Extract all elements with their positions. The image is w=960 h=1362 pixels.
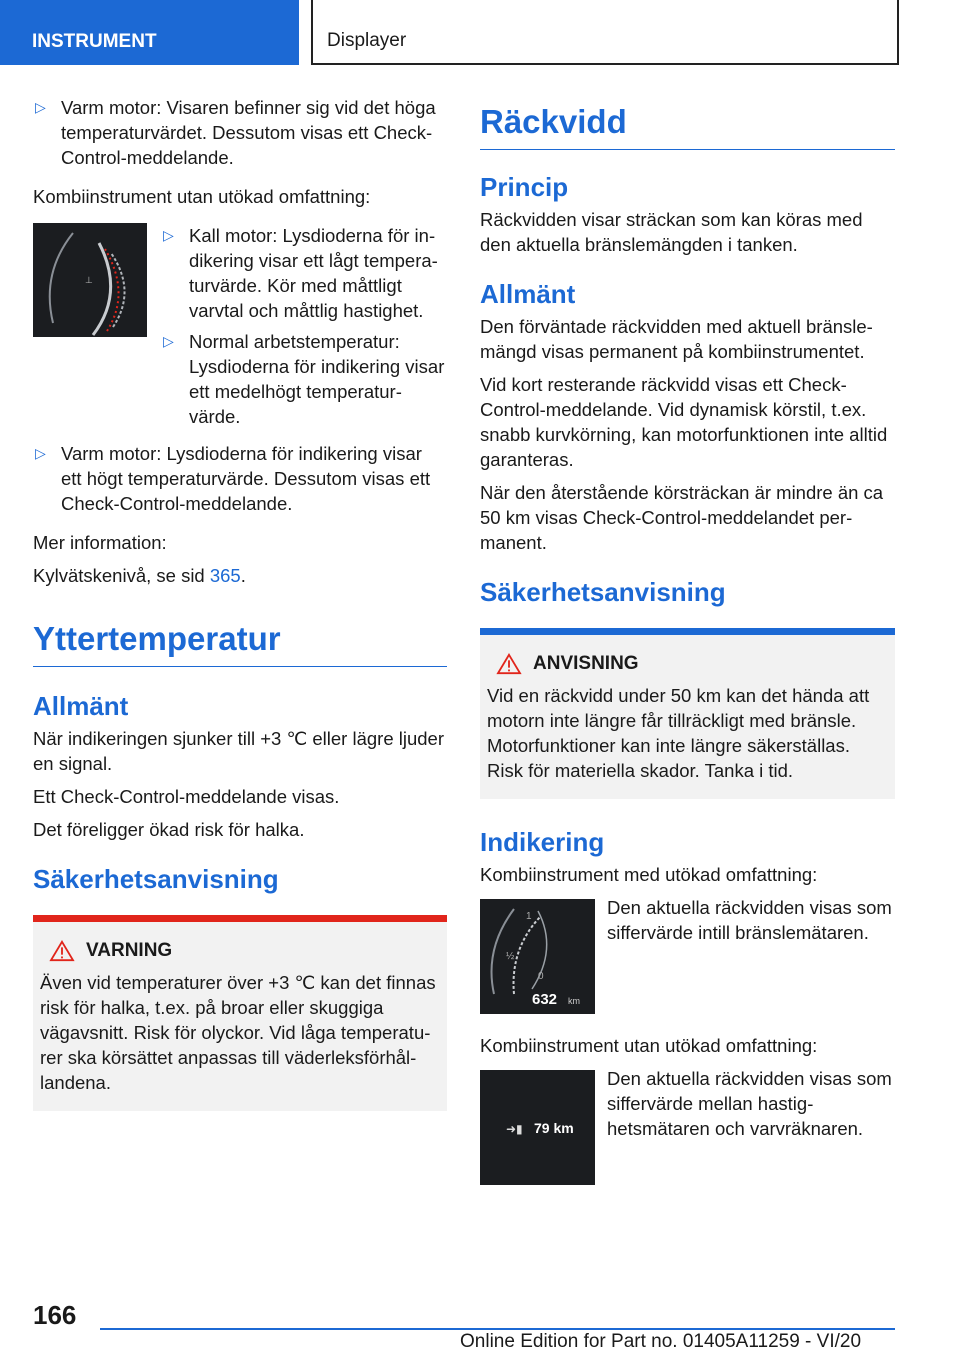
reference-text: Kylvätskenivå, se sid xyxy=(33,565,210,586)
triangle-bullet-icon: ▷ xyxy=(35,99,46,115)
list-item-text: Kall motor: Lysdioderna för indikering visar ett lågt temperaturvärde. Kör med måttligt varvtal och måttlig hastighet. xyxy=(189,225,438,321)
chapter-title: Displayer xyxy=(327,30,407,51)
list-item xyxy=(33,95,447,170)
section-heading: Räckvidd xyxy=(480,103,895,150)
notice-text: Vid en räckvidd under 50 km kan det hända att motorn inte längre får tillräckligt med bränsle. Motorfunktioner kan inte längre säkerställas. Risk för materiella skador. Tanka i tid. xyxy=(487,685,870,781)
range-value: 79 km xyxy=(534,1120,574,1136)
section-heading: Yttertemperatur xyxy=(33,620,447,667)
paragraph: Ett Check-Control-meddelande visas. xyxy=(33,786,340,807)
cross-reference xyxy=(33,563,447,588)
warning-header xyxy=(40,940,439,962)
page-link[interactable]: 365 xyxy=(209,565,241,586)
paragraph: Kombiinstrument utan utökad omfattning: xyxy=(480,1035,818,1056)
paragraph: Vid kort resterande räckvidd visas ett Check-Control-meddelande. Vid dynamisk körstil, t.ex. snabb kurvkörning, kan motorfunktionen inte alltid garanteras. xyxy=(480,374,888,470)
more-info-label: Mer information: xyxy=(33,532,167,553)
notice-title: ANVISNING xyxy=(533,653,639,674)
edition-text: Online Edition for Part no. 01405A11259 - VI/20 xyxy=(460,1331,862,1352)
section-tab xyxy=(0,0,299,65)
list-item xyxy=(161,329,447,429)
temperature-gauge-image xyxy=(33,223,147,337)
section-title: INSTRUMENT xyxy=(32,31,157,52)
temperature-gauge-section xyxy=(33,223,447,441)
footer-divider xyxy=(100,1328,895,1330)
intro-text: Kombiinstrument utan utökad omfattning: xyxy=(33,186,371,207)
notice-box xyxy=(480,628,895,799)
paragraph: Den aktuella räckvidden visas som siffervärde mellan hastighetsmätaren och varvräknaren. xyxy=(607,1068,892,1139)
warning-title: VARNING xyxy=(86,940,173,961)
gauge-arc-icon xyxy=(33,223,147,337)
right-column xyxy=(480,103,895,1186)
triangle-bullet-icon: ▷ xyxy=(163,333,174,349)
paragraph: Kombiinstrument med utökad omfattning: xyxy=(480,864,818,885)
paragraph: Den förväntade räckvidden med aktuell bränslemängd visas permanent på kombiinstrumentet. xyxy=(480,316,873,362)
left-column xyxy=(33,95,447,1111)
subheading-general: Allmänt xyxy=(480,279,576,309)
fuel-tick-full: 1 xyxy=(526,911,532,922)
range-value: 632 xyxy=(532,991,558,1008)
paragraph: Räckvidden visar sträckan som kan köras med den aktuella bränslemängden i tanken. xyxy=(480,209,863,255)
list-item xyxy=(161,223,447,323)
list-item-text: Normal arbetstemperatur: Lysdioderna för indikering visar ett medelhögt temperaturvärde. xyxy=(189,331,445,427)
paragraph: När den återstående körsträckan är mindre än ca 50 km visas Check-Control-meddelandet permanent. xyxy=(480,482,884,553)
range-display-basic xyxy=(480,1066,895,1186)
warning-triangle-icon xyxy=(495,653,523,675)
range-unit: km xyxy=(568,996,580,1006)
list-item-text: Varm motor: Visaren befinner sig vid det höga temperaturvärdet. Dessutom visas ett Check-Control-meddelande. xyxy=(61,97,436,168)
fuel-tick-half: ½ xyxy=(506,951,515,962)
svg-text:⊥: ⊥ xyxy=(85,276,93,286)
range-display-image xyxy=(480,1070,595,1185)
range-display-extended xyxy=(480,895,895,1023)
triangle-bullet-icon: ▷ xyxy=(163,227,174,243)
subheading-principle: Princip xyxy=(480,172,569,202)
warning-triangle-icon xyxy=(48,940,76,962)
subheading-safety: Säkerhetsanvisning xyxy=(480,577,726,607)
warning-box xyxy=(33,915,447,1111)
subheading-general: Allmänt xyxy=(33,691,129,721)
list-item-text: Varm motor: Lysdioderna för indikering visar ett högt temperaturvärde. Dessutom visas ett Check-Control-meddelande. xyxy=(61,443,431,514)
warning-text: Även vid temperaturer över +3 ℃ kan det finnas risk för halka, t.ex. på broar eller skuggiga vägavsnitt. Risk för olyckor. Vid låga temperaturer ska körsättet anpassas till väderleksförhållandena. xyxy=(40,972,436,1093)
subheading-display: Indikering xyxy=(480,827,605,857)
page-number: 166 xyxy=(33,1300,77,1330)
subheading-safety: Säkerhetsanvisning xyxy=(33,864,279,894)
reference-end: . xyxy=(240,565,246,586)
list-item xyxy=(33,441,447,516)
fuel-gauge-image xyxy=(480,899,595,1014)
paragraph: När indikeringen sjunker till +3 ℃ eller lägre ljuder en signal. xyxy=(33,728,445,774)
paragraph: Den aktuella räckvidden visas som siffervärde intill bränslemätaren. xyxy=(607,897,892,943)
triangle-bullet-icon: ▷ xyxy=(35,445,46,461)
paragraph: Det föreligger ökad risk för halka. xyxy=(33,819,305,840)
fuel-tick-empty: 0 xyxy=(538,971,544,982)
chapter-tab xyxy=(311,0,899,65)
fuel-pump-icon: ➜▮ xyxy=(506,1122,523,1136)
notice-header xyxy=(487,653,887,675)
